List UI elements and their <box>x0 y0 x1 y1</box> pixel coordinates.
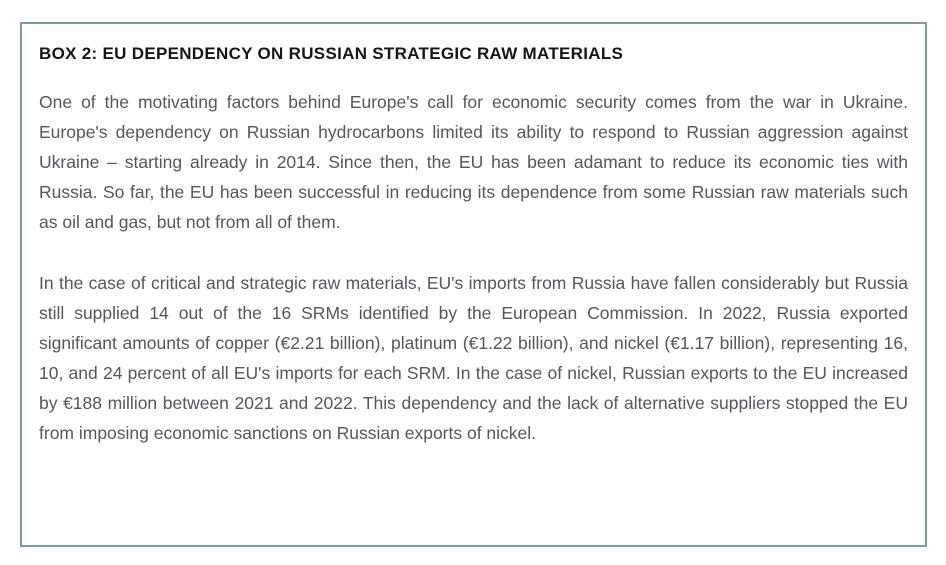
box-title: BOX 2: EU DEPENDENCY ON RUSSIAN STRATEGIC RAW MATERIALS <box>39 44 624 63</box>
box-paragraph-1: One of the motivating factors behind Europe's call for economic security comes from the war in Ukraine. Europe's dependency on Russian hydrocarbons limited its ability to respond to Russian aggression against Ukraine – starting already in 2014. Since then, the EU has been adamant to reduce its economic ties with Russia. So far, the EU has been successful in reducing its dependence from some Russian raw materials such as oil and gas, but not from all of them. <box>39 92 908 232</box>
box-2-container <box>20 22 927 547</box>
box-paragraph-2: In the case of critical and strategic raw materials, EU's imports from Russia have fallen considerably but Russia still supplied 14 out of the 16 SRMs identified by the European Commission. In 2022, Russia exported significant amounts of copper (€2.21 billion), platinum (€1.22 billion), and nickel (€1.17 billion), representing 16, 10, and 24 percent of all EU's imports for each SRM. In the case of nickel, Russian exports to the EU increased by €188 million between 2021 and 2022. This dependency and the lack of alternative suppliers stopped the EU from imposing economic sanctions on Russian exports of nickel. <box>39 273 908 443</box>
